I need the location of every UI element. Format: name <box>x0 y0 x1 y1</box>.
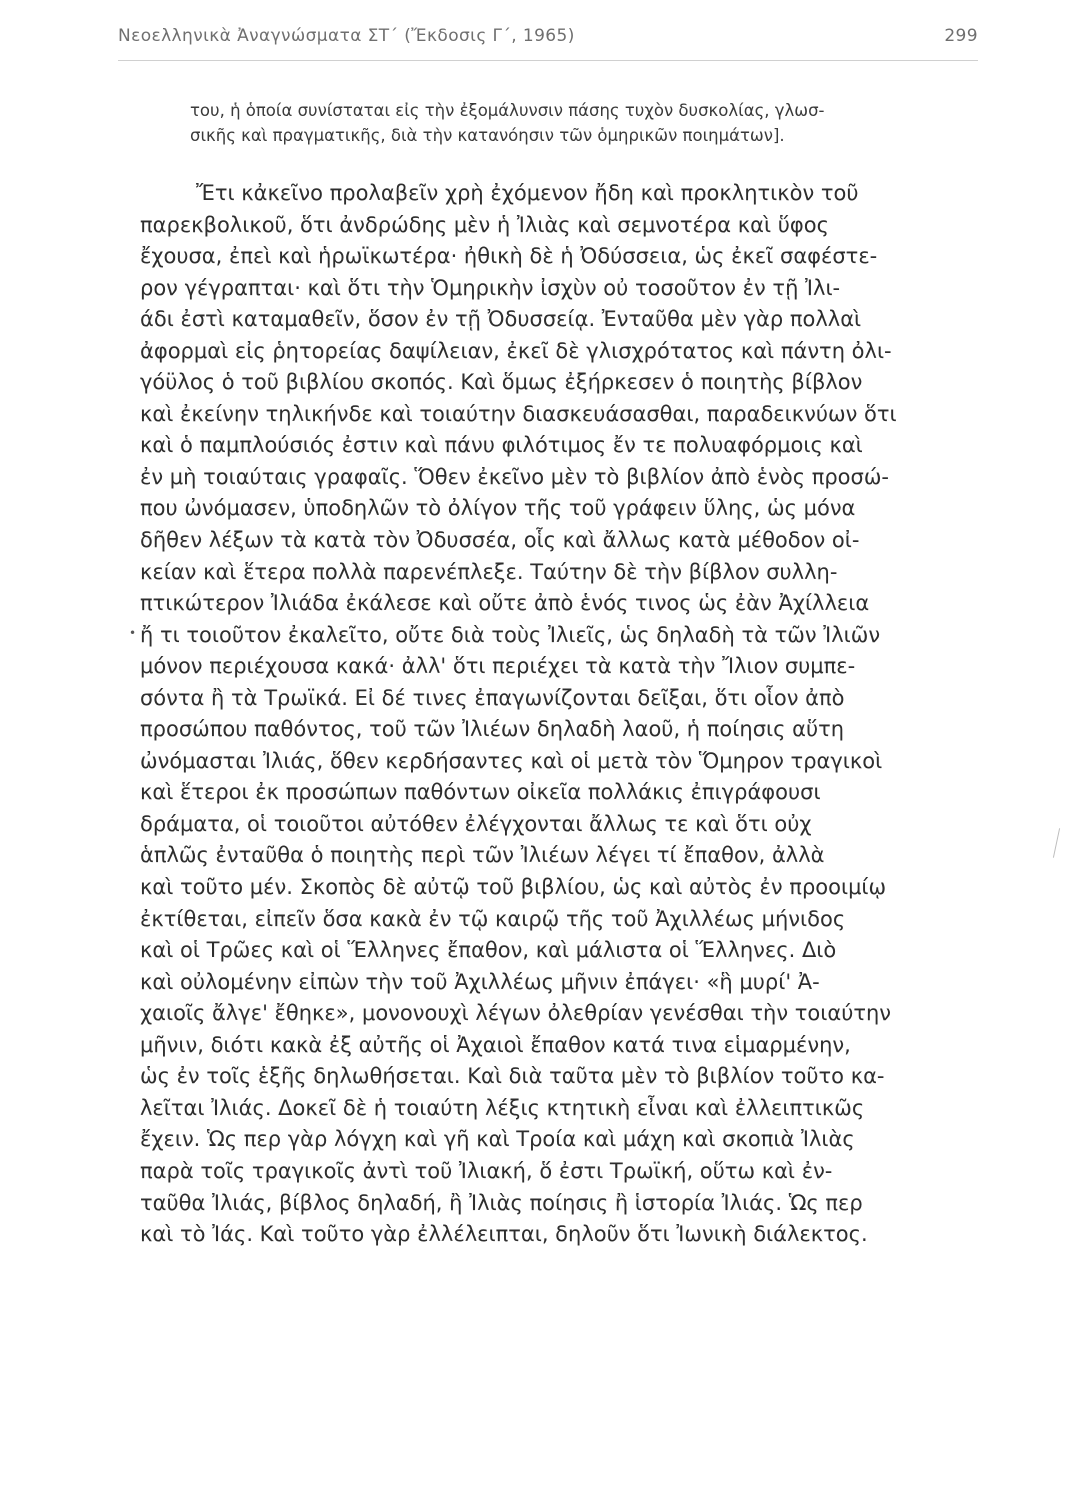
text-line: παρὰ τοῖς τραγικοῖς ἀντὶ τοῦ Ἰλιακή, ὅ ἐστι Τρωϊκή, οὕτω καὶ ἐν- <box>140 1158 833 1183</box>
footnote-line: του, ἡ ὁποία συνίσταται εἰς τὴν ἐξομάλυνσιν πάσης τυχὸν δυσκολίας, γλωσ- <box>190 101 825 120</box>
body-paragraph <box>140 178 990 1282</box>
text-line: καὶ τὸ Ἰάς. Καὶ τοῦτο γὰρ ἐλλέλειπται, δηλοῦν ὅτι Ἰωνικὴ διάλεκτος. <box>140 1222 868 1247</box>
text-line: καὶ ἐκείνην τηλικήνδε καὶ τοιαύτην διασκευάσασθαι, παραδεικνύων ὅτι <box>140 401 897 426</box>
text-line: πτικώτερον Ἰλιάδα ἐκάλεσε καὶ οὔτε ἀπὸ ἑνός τινος ὡς ἐὰν Ἀχίλλεια <box>140 591 870 616</box>
margin-mark: • <box>129 626 137 640</box>
header-title: Νεοελληνικὰ Ἀναγνώσματα ΣΤ΄ (Ἔκδοσις Γ΄, 1965) <box>118 26 575 46</box>
page-number: 299 <box>944 26 978 46</box>
text-line: δῆθεν λέξων τὰ κατὰ τὸν Ὀδυσσέα, οἷς καὶ ἄλλως κατὰ μέθοδον οἰ- <box>140 528 860 553</box>
text-line: ὠνόμασται Ἰλιάς, ὅθεν κερδήσαντες καὶ οἱ μετὰ τὸν Ὅμηρον τραγικοὶ <box>140 748 883 773</box>
text-line <box>140 1251 990 1283</box>
text-line: προσώπου παθόντος, τοῦ τῶν Ἰλιέων δηλαδὴ λαοῦ, ἡ ποίησις αὕτη <box>140 717 845 742</box>
text-line: γόϋλος ὁ τοῦ βιβλίου σκοπός. Καὶ ὅμως ἐξήρκεσεν ὁ ποιητὴς βίβλον <box>140 370 863 395</box>
footnote-line: σικῆς καὶ πραγματικῆς, διὰ τὴν κατανόησιν τῶν ὁμηρικῶν ποιημάτων]. <box>190 126 785 145</box>
text-line: μῆνιν, διότι κακὰ ἐξ αὐτῆς οἱ Ἀχαιοὶ ἔπαθον κατά τινα εἱμαρμένην, <box>140 1032 851 1057</box>
running-header <box>118 20 978 50</box>
text-line: ὡς ἐν τοῖς ἑξῆς δηλωθήσεται. Καὶ διὰ ταῦτα μὲν τὸ βιβλίον τοῦτο κα- <box>140 1064 885 1089</box>
text-line: ἀφορμαὶ εἰς ῥητορείας δαψίλειαν, ἐκεῖ δὲ γλισχρότατος καὶ πάντη ὀλι- <box>140 338 892 363</box>
text-line: άδι ἐστὶ καταμαθεῖν, ὅσον ἐν τῇ Ὀδυσσείᾳ. Ἐνταῦθα μὲν γὰρ πολλαὶ <box>140 307 862 332</box>
text-line: καὶ τοῦτο μέν. Σκοπὸς δὲ αὐτῷ τοῦ βιβλίου, ὡς καὶ αὐτὸς ἐν προοιμίῳ <box>140 875 887 900</box>
text-line: που ὠνόμασεν, ὑποδηλῶν τὸ ὀλίγον τῆς τοῦ γράφειν ὕλης, ὡς μόνα <box>140 496 856 521</box>
text-line: κείαν καὶ ἕτερα πολλὰ παρενέπλεξε. Ταύτην δὲ τὴν βίβλον συλλη- <box>140 559 838 584</box>
text-line: λεῖται Ἰλιάς. Δοκεῖ δὲ ἡ τοιαύτη λέξις κτητικὴ εἶναι καὶ ἐλλειπτικῶς <box>140 1095 865 1120</box>
text-line: χαιοῖς ἄλγε' ἔθηκε», μονονουχὶ λέγων ὀλεθρίαν γενέσθαι τὴν τοιαύτην <box>140 1001 892 1026</box>
header-rule <box>118 60 978 61</box>
text-line: καὶ ὁ παμπλούσιός ἐστιν καὶ πάνυ φιλότιμος ἔν τε πολυαφόρμοις καὶ <box>140 433 863 458</box>
text-line: μόνον περιέχουσα κακά· ἀλλ' ὅτι περιέχει τὰ κατὰ τὴν Ἴλιον συμπε- <box>140 654 856 679</box>
text-line: καὶ οἱ Τρῶες καὶ οἱ Ἕλληνες ἔπαθον, καὶ μάλιστα οἱ Ἕλληνες. Διὸ <box>140 938 837 963</box>
text-line: ἐν μὴ τοιαύταις γραφαῖς. Ὅθεν ἐκεῖνο μὲν τὸ βιβλίον ἀπὸ ἑνὸς προσώ- <box>140 464 889 489</box>
text-line: ἔχουσα, ἐπεὶ καὶ ἡρωϊκωτέρα· ἠθικὴ δὲ ἡ Ὀδύσσεια, ὡς ἐκεῖ σαφέστε- <box>140 244 878 269</box>
text-line: καὶ ἕτεροι ἐκ προσώπων παθόντων οἰκεῖα πολλάκις ἐπιγράφουσι <box>140 780 821 805</box>
text-line: ἐκτίθεται, εἰπεῖν ὅσα κακὰ ἐν τῷ καιρῷ τῆς τοῦ Ἀχιλλέως μήνιδος <box>140 906 846 931</box>
text-line: σόντα ἢ τὰ Τρωϊκά. Εἰ δέ τινες ἐπαγωνίζονται δεῖξαι, ὅτι οἷον ἀπὸ <box>140 685 845 710</box>
text-line: ρον γέγραπται· καὶ ὅτι τὴν Ὁμηρικὴν ἰσχὺν οὐ τοσοῦτον ἐν τῇ Ἰλι- <box>140 275 841 300</box>
text-line: καὶ οὐλομένην εἰπὼν τὴν τοῦ Ἀχιλλέως μῆνιν ἐπάγει· «ἣ μυρί' Ἀ- <box>140 969 820 994</box>
text-line: ἔχειν. Ὡς περ γὰρ λόγχη καὶ γῆ καὶ Τροία καὶ μάχη καὶ σκοπιὰ Ἰλιὰς <box>140 1127 855 1152</box>
text-line: παρεκβολικοῦ, ὅτι ἀνδρώδης μὲν ἡ Ἰλιὰς καὶ σεμνοτέρα καὶ ὕφος <box>140 212 829 237</box>
text-line: Ἔτι κἀκεῖνο προλαβεῖν χρὴ ἐχόμενον ἤδη καὶ προκλητικὸν τοῦ <box>196 181 859 205</box>
footnote <box>190 98 980 148</box>
page-edge-mark <box>1053 828 1060 858</box>
text-line: δράματα, οἱ τοιοῦτοι αὐτόθεν ἐλέγχονται ἄλλως τε καὶ ὅτι οὐχ <box>140 811 812 836</box>
text-line: ἤ τι τοιοῦτον ἐκαλεῖτο, οὔτε διὰ τοὺς Ἰλιεῖς, ὡς δηλαδὴ τὰ τῶν Ἰλιῶν <box>140 622 881 647</box>
text-line: ταῦθα Ἰλιάς, βίβλος δηλαδή, ἢ Ἰλιὰς ποίησις ἢ ἱστορία Ἰλιάς. Ὡς περ <box>140 1190 863 1215</box>
text-line: ἁπλῶς ἐνταῦθα ὁ ποιητὴς περὶ τῶν Ἰλιέων λέγει τί ἔπαθον, ἀλλὰ <box>140 843 825 868</box>
